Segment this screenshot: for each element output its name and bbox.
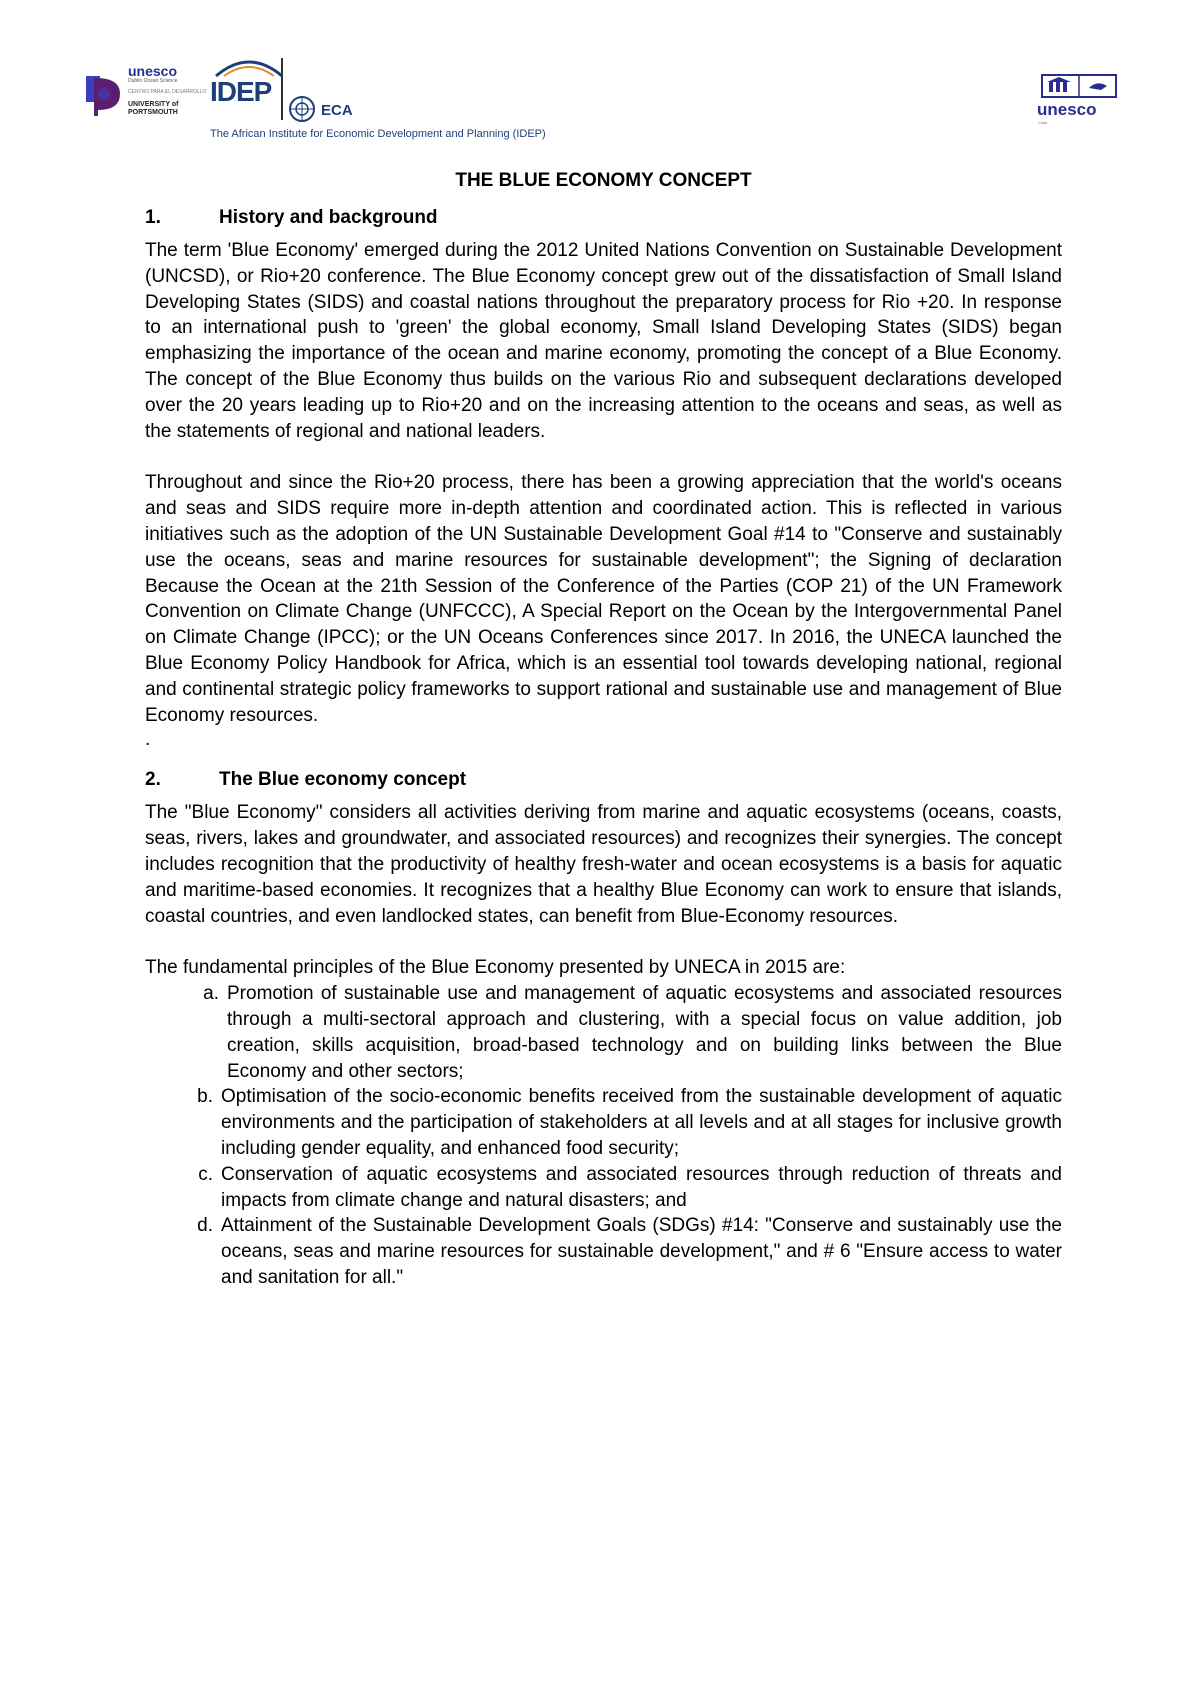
section-2-title: The Blue economy concept xyxy=(219,769,467,791)
university-name: UNIVERSITY of PORTSMOUTH xyxy=(128,101,179,116)
right-logo-sub: Chair xyxy=(1038,120,1048,125)
left-logo-sub: Dublin Ocean Science xyxy=(128,78,178,84)
idep-arc-icon xyxy=(214,56,284,78)
section-1-paragraph-2: Throughout and since the Rio+20 process, there has been a growing appreciation that the world's oceans and seas and SIDS require more in-depth attention and coordinated action. This is reflected in various initiatives such as the adoption of the UN Sustainable Development Goal #14 to "Conserve and sustainably use the oceans, seas and marine resources for sustainable development"; the Signing of declaration Because the Ocean at the 21th Session of the Conference of the Parties (COP 21) of the UN Framework Convention on Climate Change (UNFCCC), A Special Report on the Ocean by the Intergovernmental Panel on Climate Change (IPCC); or the UN Oceans Conferences since 2017. In 2016, the UNECA launched the Blue Economy Policy Handbook for Africa, which is an essential tool towards developing national, regional and continental strategic policy frameworks to support rational and sustainable use and management of Blue Economy resources. xyxy=(145,472,1062,726)
eca-logo xyxy=(287,92,367,122)
list-item-letter: a. xyxy=(203,983,219,1005)
eca-name: ECA xyxy=(321,102,353,119)
list-item xyxy=(145,1213,1062,1290)
section-1-paragraph-1: The term 'Blue Economy' emerged during the 2012 United Nations Convention on Sustainable Development (UNCSD), or Rio+20 conference. The Blue Economy concept grew out of the dissatisfaction of Small Island Developing States (SIDS) and coastal nations throughout the preparatory process for Rio +20. In response to an international push to 'green' the global economy, Small Island Developing States (SIDS) began emphasizing the importance of the ocean and marine economy, promoting the concept of a Blue Economy. The concept of the Blue Economy thus builds on the various Rio and subsequent declarations developed over the 20 years leading up to Rio+20 and on the increasing attention to the oceans and seas, as well as the statements of regional and national leaders. xyxy=(145,240,1062,442)
list-item-letter: b. xyxy=(197,1086,213,1108)
document-body xyxy=(145,170,1062,1291)
section-2-number: 2. xyxy=(145,769,161,791)
document-title: THE BLUE ECONOMY CONCEPT xyxy=(455,170,752,191)
left-logo-name: unesco xyxy=(128,63,178,79)
unesco-mark-icon xyxy=(86,72,126,116)
unesco-temple-icon xyxy=(1041,74,1117,98)
right-logo-name: unesco xyxy=(1037,100,1097,119)
unesco-dublin-logo xyxy=(86,56,206,126)
list-item xyxy=(145,1162,1062,1214)
section-1-title: History and background xyxy=(219,207,438,228)
list-item-text: Attainment of the Sustainable Development Goals (SDGs) #14: "Conserve and sustainably use the oceans, seas and marine resources for sustainable development," and # 6 "Ensure access to water and sanitation for all." xyxy=(221,1215,1062,1288)
logo-divider xyxy=(281,58,283,120)
list-item-text: Optimisation of the socio-economic benefits received from the sustainable development of aquatic environments and the participation of stakeholders at all levels and at all stages for inclusive growth including gender equality, and enhanced food security; xyxy=(221,1086,1062,1159)
idep-name: IDEP xyxy=(210,76,272,107)
list-item-letter: c. xyxy=(198,1163,213,1185)
page-header xyxy=(0,0,1200,150)
list-item xyxy=(145,981,1062,1084)
left-logo-sub2: CENTRO PARA EL DESARROLLO xyxy=(128,89,207,95)
section-2-paragraph-1: The "Blue Economy" considers all activities deriving from marine and aquatic ecosystems (oceans, coasts, seas, rivers, lakes and groundwater, and associated resources) and recognizes their synergies. The concept includes recognition that the productivity of healthy fresh-water and ocean ecosystems is a basis for aquatic and maritime-based economies. It recognizes that a healthy Blue Economy can work to ensure that islands, coastal countries, and even landlocked states, can benefit from Blue-Economy resources. xyxy=(145,802,1062,927)
list-item-letter: d. xyxy=(197,1215,213,1237)
paragraph-gap xyxy=(145,444,1062,470)
trailing-mark: . xyxy=(145,729,151,751)
un-emblem-icon xyxy=(287,94,317,124)
list-item-text: Promotion of sustainable use and management of aquatic ecosystems and associated resources through a multi-sectoral approach and clustering, with a special focus on value addition, job creation, skills acquisition, broad-based technology and on building links between the Blue Economy and other sectors; xyxy=(227,983,1062,1082)
idep-logo xyxy=(208,56,288,112)
principles-list xyxy=(145,981,1062,1291)
list-item-text: Conservation of aquatic ecosystems and associated resources through reduction of threats and impacts from climate change and natural disasters; and xyxy=(221,1163,1062,1211)
section-1-number: 1. xyxy=(145,207,161,228)
list-item xyxy=(145,1084,1062,1161)
idep-caption: The African Institute for Economic Development and Planning (IDEP) xyxy=(210,128,546,140)
paragraph-gap xyxy=(145,929,1062,955)
unesco-chair-logo xyxy=(1037,74,1119,124)
section-2-heading xyxy=(145,760,1062,800)
principles-intro: The fundamental principles of the Blue Economy presented by UNECA in 2015 are: xyxy=(145,957,846,979)
section-1-heading xyxy=(145,198,1062,238)
